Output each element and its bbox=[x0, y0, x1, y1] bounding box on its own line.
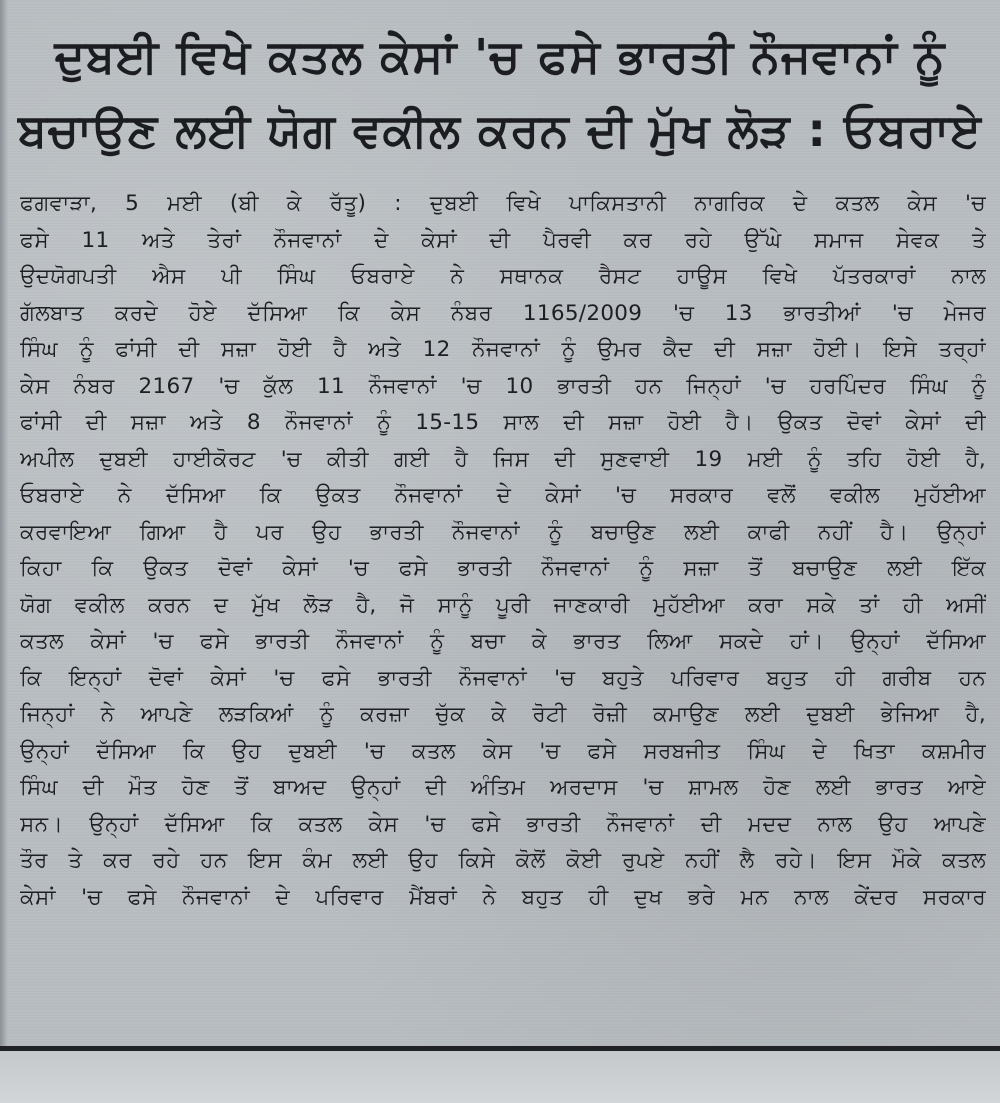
body-line: ਤੌਰ ਤੇ ਕਰ ਰਹੇ ਹਨ ਇਸ ਕੰਮ ਲਈ ਉਹ ਕਿਸੇ ਕੋਲੋਂ ਕੋਈ ਰੁਪਏ ਨਹੀਂ ਲੈ ਰਹੇ। ਇਸ ਮੌਕੇ ਕਤਲ bbox=[20, 848, 986, 873]
body-line: ਕਤਲ ਕੇਸਾਂ 'ਚ ਫਸੇ ਭਾਰਤੀ ਨੌਜਵਾਨਾਂ ਨੂੰ ਬਚਾ ਕੇ ਭਾਰਤ ਲਿਆ ਸਕਦੇ ਹਾਂ। ਉਨ੍ਹਾਂ ਦੱਸਿਆ bbox=[20, 629, 986, 654]
body-line: ਯੋਗ ਵਕੀਲ ਕਰਨ ਦ ਮੁੱਖ ਲੋੜ ਹੈ, ਜੋ ਸਾਨੂੰ ਪੂਰੀ ਜਾਣਕਾਰੀ ਮੁਹੱਈਆ ਕਰਾ ਸਕੇ ਤਾਂ ਹੀ ਅਸੀਂ bbox=[20, 592, 986, 618]
body-line: ਉਦਯੋਗਪਤੀ ਐਸ ਪੀ ਸਿੰਘ ਓਬਰਾਏ ਨੇ ਸਥਾਨਕ ਰੈਸਟ ਹਾਊਸ ਵਿਖੇ ਪੱਤਰਕਾਰਾਂ ਨਾਲ bbox=[20, 264, 986, 289]
body-line: ਸਿੰਘ ਨੂੰ ਫਾਂਸੀ ਦੀ ਸਜ਼ਾ ਹੋਈ ਹੈ ਅਤੇ 12 ਨੌਜਵਾਨਾਂ ਨੂੰ ਉਮਰ ਕੈਦ ਦੀ ਸਜ਼ਾ ਹੋਈ। ਇਸੇ ਤਰ੍ਹਾਂ bbox=[20, 337, 986, 362]
body-line: ਸਿੰਘ ਦੀ ਮੌਤ ਹੋਣ ਤੋਂ ਬਾਅਦ ਉਨ੍ਹਾਂ ਦੀ ਅੰਤਿਮ ਅਰਦਾਸ 'ਚ ਸ਼ਾਮਲ ਹੋਣ ਲਈ ਭਾਰਤ ਆਏ bbox=[20, 775, 986, 800]
body-line: ਸਨ। ਉਨ੍ਹਾਂ ਦੱਸਿਆ ਕਿ ਕਤਲ ਕੇਸ 'ਚ ਫਸੇ ਭਾਰਤੀ ਨੌਜਵਾਨਾਂ ਦੀ ਮਦਦ ਨਾਲ ਉਹ ਆਪਣੇ bbox=[20, 811, 986, 837]
body-line: ਓਬਰਾਏ ਨੇ ਦੱਸਿਆ ਕਿ ਉਕਤ ਨੌਜਵਾਨਾਂ ਦੇ ਕੇਸਾਂ 'ਚ ਸਰਕਾਰ ਵਲੋਂ ਵਕੀਲ ਮੁਹੱਈਆ bbox=[20, 483, 986, 508]
body-line: ਫਗਵਾੜਾ, 5 ਮਈ (ਬੀ ਕੇ ਰੱਤੂ) : ਦੁਬਈ ਵਿਖੇ ਪਾਕਿਸਤਾਨੀ ਨਾਗਰਿਕ ਦੇ ਕਤਲ ਕੇਸ 'ਚ bbox=[20, 191, 986, 216]
page-bottom-margin bbox=[0, 1051, 1000, 1103]
body-line: ਕੇਸਾਂ 'ਚ ਫਸੇ ਨੌਜਵਾਨਾਂ ਦੇ ਪਰਿਵਾਰ ਮੈਂਬਰਾਂ ਨੇ ਬਹੁਤ ਹੀ ਦੁਖ ਭਰੇ ਮਨ ਨਾਲ ਕੇਂਦਰ ਸਰਕਾਰ bbox=[20, 884, 986, 910]
body-line: ਫਸੇ 11 ਅਤੇ ਤੇਰਾਂ ਨੌਜਵਾਨਾਂ ਦੇ ਕੇਸਾਂ ਦੀ ਪੈਰਵੀ ਕਰ ਰਹੇ ਉੱਘੇ ਸਮਾਜ ਸੇਵਕ ਤੇ bbox=[20, 227, 986, 253]
body-line: ਫਾਂਸੀ ਦੀ ਸਜ਼ਾ ਅਤੇ 8 ਨੌਜਵਾਨਾਂ ਨੂੰ 15-15 ਸਾਲ ਦੀ ਸਜ਼ਾ ਹੋਈ ਹੈ। ਉਕਤ ਦੋਵਾਂ ਕੇਸਾਂ ਦੀ bbox=[20, 410, 986, 435]
headline-line-1: ਦੁਬਈ ਵਿਖੇ ਕਤਲ ਕੇਸਾਂ 'ਚ ਫਸੇ ਭਾਰਤੀ ਨੌਜਵਾਨਾਂ ਨੂੰ bbox=[54, 29, 946, 83]
article-body bbox=[20, 186, 986, 916]
headline-line-2: ਬਚਾਉਣ ਲਈ ਯੋਗ ਵਕੀਲ ਕਰਨ ਦੀ ਮੁੱਖ ਲੋੜ : ਓਬਰਾਏ bbox=[18, 103, 982, 157]
body-line: ਕਿ ਇਨ੍ਹਾਂ ਦੋਵਾਂ ਕੇਸਾਂ 'ਚ ਫਸੇ ਭਾਰਤੀ ਨੌਜਵਾਨਾਂ 'ਚ ਬਹੁਤੇ ਪਰਿਵਾਰ ਬਹੁਤ ਹੀ ਗਰੀਬ ਹਨ bbox=[20, 665, 986, 691]
body-line: ਗੱਲਬਾਤ ਕਰਦੇ ਹੋਏ ਦੱਸਿਆ ਕਿ ਕੇਸ ਨੰਬਰ 1165/2009 'ਚ 13 ਭਾਰਤੀਆਂ 'ਚ ਮੇਜਰ bbox=[20, 300, 986, 326]
body-line: ਜਿਨ੍ਹਾਂ ਨੇ ਆਪਣੇ ਲੜਕਿਆਂ ਨੂੰ ਕਰਜ਼ਾ ਚੁੱਕ ਕੇ ਰੋਟੀ ਰੋਜ਼ੀ ਕਮਾਉਣ ਲਈ ਦੁਬਈ ਭੇਜਿਆ ਹੈ, bbox=[20, 702, 986, 727]
body-line: ਕਰਵਾਇਆ ਗਿਆ ਹੈ ਪਰ ਉਹ ਭਾਰਤੀ ਨੌਜਵਾਨਾਂ ਨੂੰ ਬਚਾਉਣ ਲਈ ਕਾਫੀ ਨਹੀਂ ਹੈ। ਉਨ੍ਹਾਂ bbox=[20, 519, 986, 545]
body-line: ਕੇਸ ਨੰਬਰ 2167 'ਚ ਕੁੱਲ 11 ਨੌਜਵਾਨਾਂ 'ਚ 10 ਭਾਰਤੀ ਹਨ ਜਿਨ੍ਹਾਂ 'ਚ ਹਰਪਿੰਦਰ ਸਿੰਘ ਨੂੰ bbox=[20, 373, 986, 399]
body-line: ਉਨ੍ਹਾਂ ਦੱਸਿਆ ਕਿ ਉਹ ਦੁਬਈ 'ਚ ਕਤਲ ਕੇਸ 'ਚ ਫਸੇ ਸਰਬਜੀਤ ਸਿੰਘ ਦੇ ਖਿਤਾ ਕਸ਼ਮੀਰ bbox=[20, 738, 986, 764]
body-line: ਕਿਹਾ ਕਿ ਉਕਤ ਦੋਵਾਂ ਕੇਸਾਂ 'ਚ ਫਸੇ ਭਾਰਤੀ ਨੌਜਵਾਨਾਂ ਨੂੰ ਸਜ਼ਾ ਤੋਂ ਬਚਾਉਣ ਲਈ ਇੱਕ bbox=[20, 556, 986, 581]
body-line: ਅਪੀਲ ਦੁਬਈ ਹਾਈਕੋਰਟ 'ਚ ਕੀਤੀ ਗਈ ਹੈ ਜਿਸ ਦੀ ਸੁਣਵਾਈ 19 ਮਈ ਨੂੰ ਤਹਿ ਹੋਈ ਹੈ, bbox=[20, 446, 986, 472]
clipping-edge-shadow bbox=[0, 0, 8, 1103]
